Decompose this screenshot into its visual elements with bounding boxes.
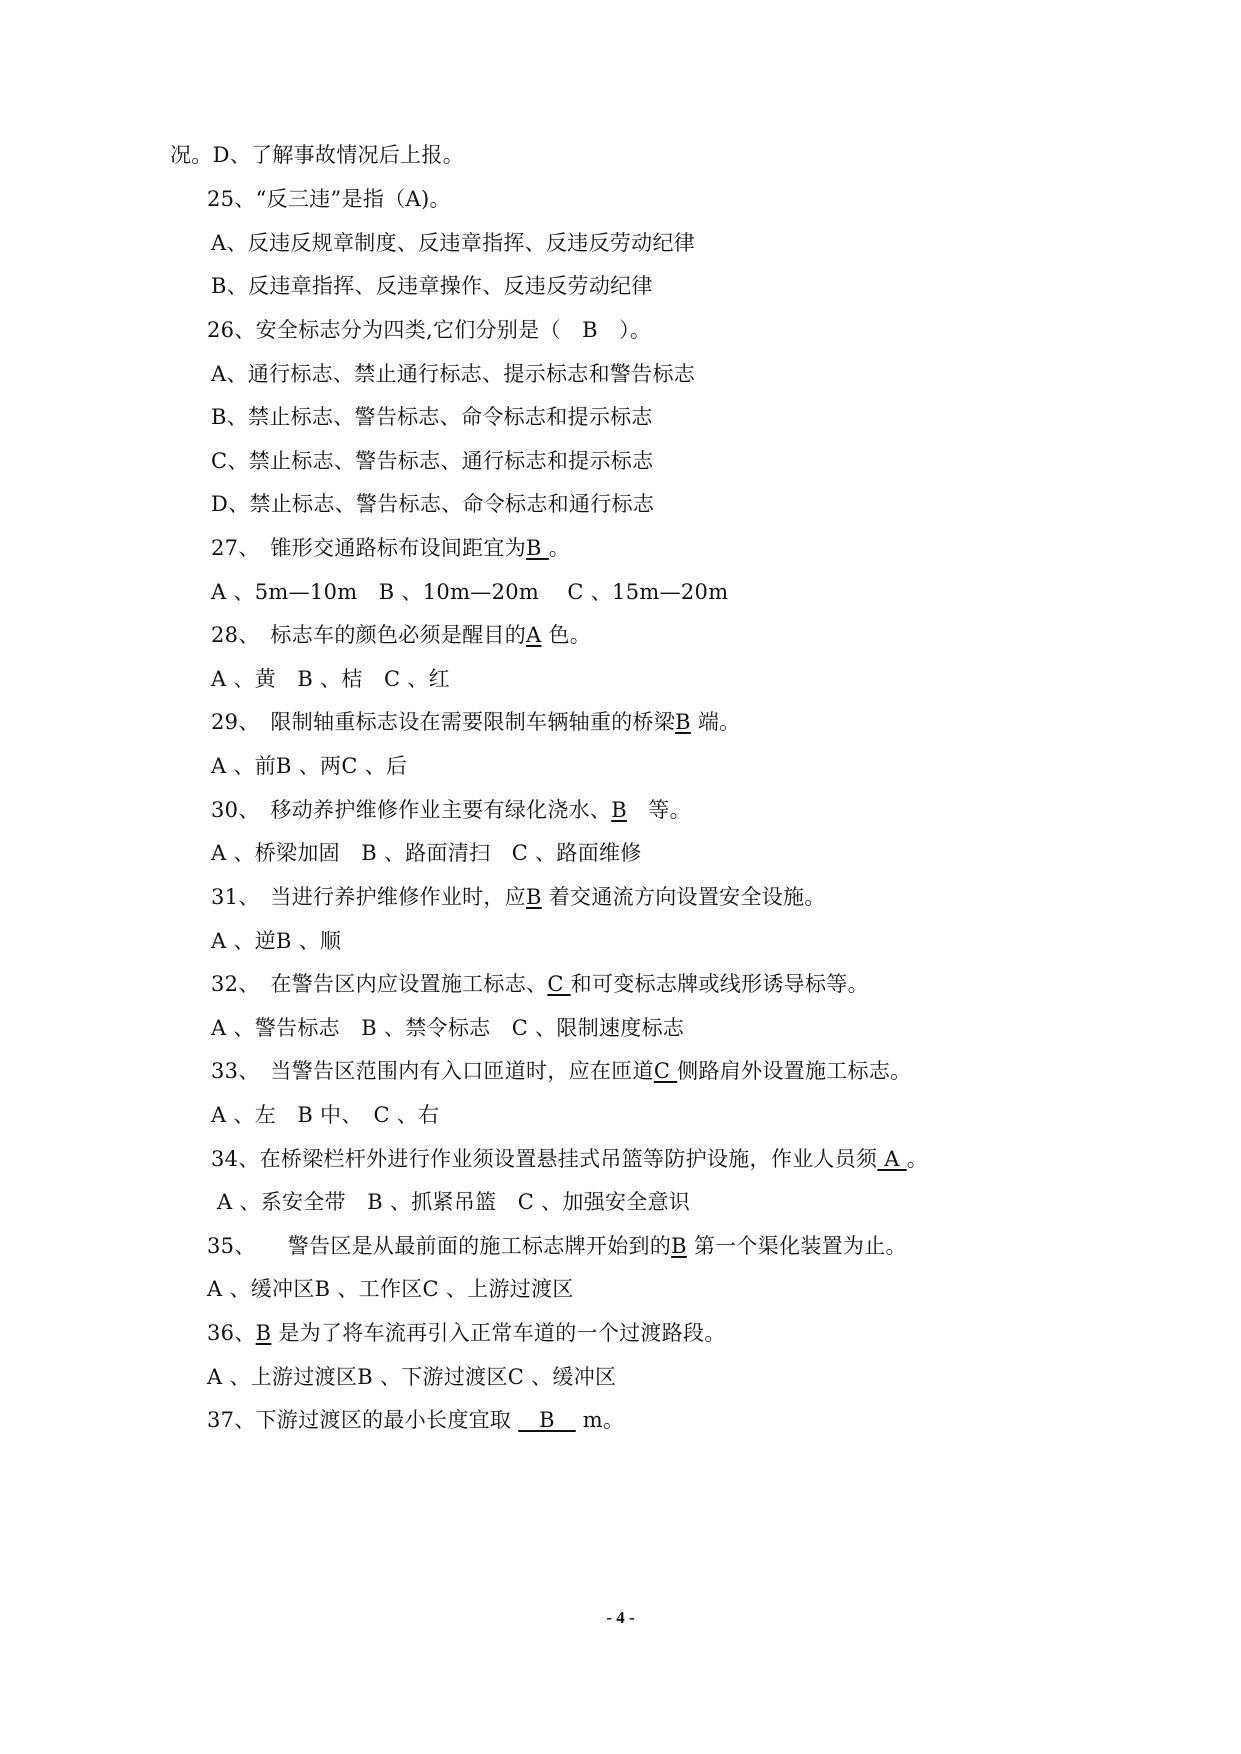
question-text: 31、 当进行养护维修作业时，应 <box>211 885 527 909</box>
answer-blank: B <box>518 1408 576 1432</box>
question-text: 是为了将车流再引入正常车道的一个过渡路段。 <box>271 1321 726 1345</box>
option-line: A 、上游过渡区B 、下游过渡区C 、缓冲区 <box>207 1365 617 1389</box>
question-text: 28、 标志车的颜色必须是醒目的 <box>211 623 527 647</box>
question-32 <box>211 969 869 999</box>
answer-blank: A <box>526 623 542 647</box>
question-34 <box>211 1144 928 1174</box>
option-line: A 、左 B 中、 C 、右 <box>211 1103 440 1127</box>
question-text: 等。 <box>626 798 691 822</box>
question-text: 。 <box>906 1147 929 1171</box>
question-35 <box>207 1231 907 1261</box>
question-31 <box>211 882 826 912</box>
option-line: B、禁止标志、警告标志、命令标志和提示标志 <box>211 405 653 429</box>
question-text: 30、 移动养护维修作业主要有绿化浇水、 <box>211 798 612 822</box>
answer-blank: B <box>675 710 691 734</box>
option-line: A 、黄 B 、桔 C 、红 <box>211 667 450 691</box>
question-text: 34、在桥梁栏杆外进行作业须设置悬挂式吊篮等防护设施，作业人员须 <box>211 1147 878 1171</box>
option-line: A、通行标志、禁止通行标志、提示标志和警告标志 <box>211 362 696 386</box>
question-text: 侧路肩外设置施工标志。 <box>677 1059 912 1083</box>
question-text: 色。 <box>541 623 592 647</box>
question-text: 27、 锥形交通路标布设间距宜为 <box>211 536 527 560</box>
question-37 <box>207 1405 624 1435</box>
text-line: 况。D、了解事故情况后上报。 <box>170 143 465 167</box>
option-line: B、反违章指挥、反违章操作、反违反劳动纪律 <box>211 274 653 298</box>
question-text: 第一个渠化装置为止。 <box>686 1234 907 1258</box>
option-line: C、禁止标志、警告标志、通行标志和提示标志 <box>211 449 654 473</box>
option-line: A 、5m—10m B 、10m—20m C 、15m—20m <box>211 580 729 604</box>
answer-blank: B <box>611 798 627 822</box>
option-line: A 、前B 、两C 、后 <box>211 754 408 778</box>
question-text: 和可变标志牌或线形诱导标等。 <box>570 972 869 996</box>
option-line: A、反违反规章制度、反违章指挥、反违反劳动纪律 <box>211 231 696 255</box>
question-29 <box>211 707 740 737</box>
answer-blank: A <box>877 1147 907 1171</box>
option-line: A 、警告标志 B 、禁令标志 C 、限制速度标志 <box>211 1016 685 1040</box>
question-text: 37、下游过渡区的最小长度宜取 <box>207 1408 519 1432</box>
question-33 <box>211 1056 911 1086</box>
option-line: A 、系安全带 B 、抓紧吊篮 C 、加强安全意识 <box>217 1190 691 1214</box>
question-25: 25、“反三违”是指（A)。 <box>207 187 451 211</box>
question-30 <box>211 795 691 825</box>
answer-blank: B <box>526 885 542 909</box>
question-27 <box>211 533 570 563</box>
question-text: 。 <box>548 536 571 560</box>
question-text: 33、 当警告区范围内有入口匝道时，应在匝道 <box>211 1059 654 1083</box>
answer-blank: C <box>547 972 571 996</box>
question-text: 端。 <box>690 710 741 734</box>
question-text: 36、 <box>207 1321 256 1345</box>
question-text: 32、 在警告区内应设置施工标志、 <box>211 972 548 996</box>
option-line: D、禁止标志、警告标志、命令标志和通行标志 <box>211 492 655 516</box>
answer-blank: B <box>671 1234 687 1258</box>
question-text: 着交通流方向设置安全设施。 <box>541 885 826 909</box>
answer-blank: B <box>255 1321 272 1345</box>
option-line: A 、缓冲区B 、工作区C 、上游过渡区 <box>207 1277 574 1301</box>
question-26: 26、安全标志分为四类,它们分别是（ B ）。 <box>207 318 652 342</box>
question-36 <box>207 1318 726 1348</box>
question-text: m。 <box>575 1408 625 1432</box>
option-line: A 、逆B 、顺 <box>211 929 342 953</box>
question-text: 29、 限制轴重标志设在需要限制车辆轴重的桥梁 <box>211 710 676 734</box>
answer-blank: B <box>526 536 549 560</box>
question-28 <box>211 620 591 650</box>
question-text: 35、 警告区是从最前面的施工标志牌开始到的 <box>207 1234 672 1258</box>
answer-blank: C <box>653 1059 678 1083</box>
option-line: A 、桥梁加固 B 、路面清扫 C 、路面维修 <box>211 841 642 865</box>
page-number: - 4 - <box>606 1608 635 1627</box>
